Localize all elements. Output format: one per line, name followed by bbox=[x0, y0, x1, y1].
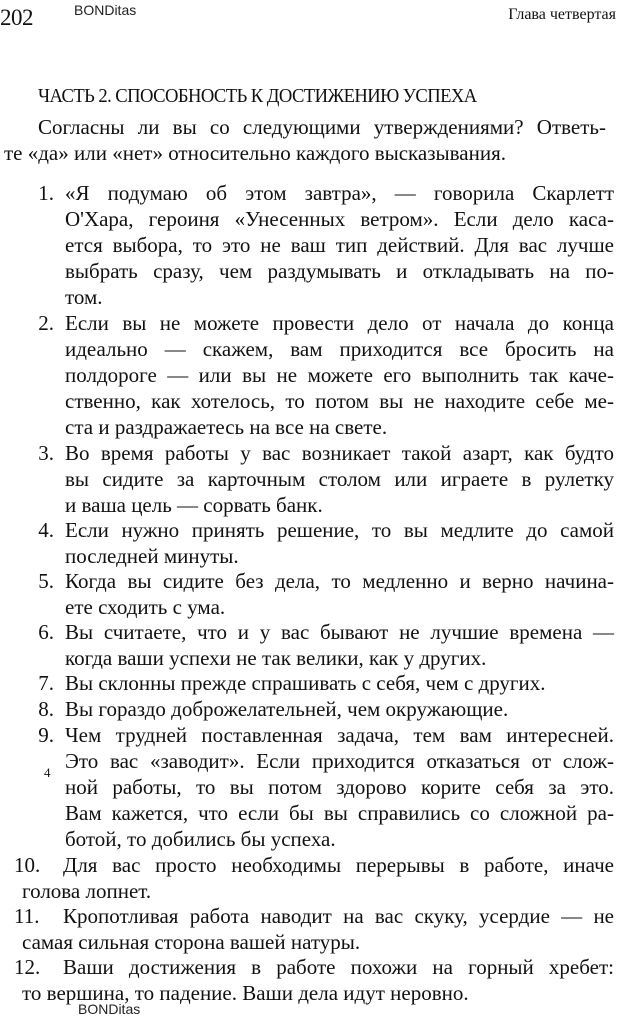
running-head: Глава четвертая bbox=[508, 6, 616, 23]
statement-number: 9. bbox=[38, 723, 54, 747]
section-heading: ЧАСТЬ 2. СПОСОБНОСТЬ К ДОСТИЖЕНИЮ УСПЕХА bbox=[38, 85, 477, 107]
statement-line: Вам кажется, что если бы вы справились со сложной ра- bbox=[65, 801, 614, 825]
statement-number: 11. bbox=[14, 904, 40, 928]
statement-line: когда ваши успехи не так велики, как у других. bbox=[65, 646, 487, 670]
statement-line: и ваша цель — сорвать банк. bbox=[65, 493, 323, 517]
intro-line: те «да» или «нет» относительно каждого высказывания. bbox=[4, 141, 507, 165]
statement-number: 10. bbox=[14, 853, 41, 877]
statement-number: 6. bbox=[38, 620, 54, 644]
margin-mark: 4 bbox=[44, 765, 51, 780]
statement-line: последней минуты. bbox=[65, 544, 239, 568]
statement-line: то вершина, то падение. Ваши дела идут неровно. bbox=[22, 981, 469, 1005]
statement-line: Вы гораздо доброжелательней, чем окружающие. bbox=[65, 697, 509, 721]
statement-number: 5. bbox=[38, 569, 54, 593]
statement-line: голова лопнет. bbox=[22, 879, 152, 903]
statement-line: полдороге — или вы не можете его выполнить так каче- bbox=[65, 363, 614, 387]
statement-number: 7. bbox=[38, 671, 54, 695]
statement-line: Вы склонны прежде спрашивать с себя, чем с других. bbox=[65, 671, 546, 695]
statement-line: Ваши достижения в работе похожи на горный хребет: bbox=[63, 955, 614, 979]
statement-line: ной работы, то вы потом здорово корите себя за это. bbox=[65, 775, 614, 799]
statement-line: идеально — скажем, вам приходится все бросить на bbox=[65, 337, 614, 361]
statement-number: 8. bbox=[38, 697, 54, 721]
statement-line: Это вас «заводит». Если приходится отказаться от слож- bbox=[65, 749, 614, 773]
statement-line: ственно, как хотелось, то потом вы не находите себе ме- bbox=[65, 389, 614, 413]
statement-line: Кропотливая работа наводит на вас скуку, усердие — не bbox=[63, 904, 614, 928]
statement-line: Вы считаете, что и у вас бывают не лучшие времена — bbox=[65, 620, 614, 644]
watermark-bottom: BONDitas bbox=[78, 1001, 141, 1017]
page-number: 202 bbox=[0, 5, 33, 30]
statement-number: 1. bbox=[38, 181, 54, 205]
statement-line: Чем трудней поставленная задача, тем вам интересней. bbox=[65, 723, 614, 747]
statement-line: выбрать сразу, чем раздумывать и откладывать на по- bbox=[65, 259, 614, 283]
statement-line: самая сильная сторона вашей натуры. bbox=[22, 930, 361, 954]
statement-line: Если нужно принять решение, то вы медлите до самой bbox=[65, 518, 614, 542]
statement-line: Для вас просто необходимы перерывы в работе, иначе bbox=[63, 853, 614, 877]
statement-line: Когда вы сидите без дела, то медленно и верно начина- bbox=[65, 569, 614, 593]
statement-line: том. bbox=[65, 285, 103, 309]
statement-line: ботой, то добились бы успеха. bbox=[65, 827, 336, 851]
statement-line: Если вы не можете провести дело от начала до конца bbox=[65, 311, 614, 335]
statement-line: «Я подумаю об этом завтра», — говорила Скарлетт bbox=[65, 181, 614, 205]
statement-line: Во время работы у вас возникает такой азарт, как будто bbox=[65, 441, 614, 465]
statement-line: ется выбора, то это не ваш тип действий. Для вас лучше bbox=[65, 233, 614, 257]
statement-line: ста и раздражаетесь на все на свете. bbox=[65, 415, 388, 439]
statement-number: 12. bbox=[14, 955, 41, 979]
statement-number: 4. bbox=[38, 518, 54, 542]
intro-line: Согласны ли вы со следующими утверждениями? Ответь- bbox=[38, 115, 606, 139]
statement-number: 3. bbox=[38, 441, 54, 465]
statement-number: 2. bbox=[38, 311, 54, 335]
statement-line: О'Хара, героиня «Унесенных ветром». Если дело каса- bbox=[65, 207, 614, 231]
watermark-top: BONDitas bbox=[74, 2, 137, 18]
statement-line: вы сидите за карточным столом или играете в рулетку bbox=[65, 467, 614, 491]
statement-line: ете сходить с ума. bbox=[65, 595, 226, 619]
